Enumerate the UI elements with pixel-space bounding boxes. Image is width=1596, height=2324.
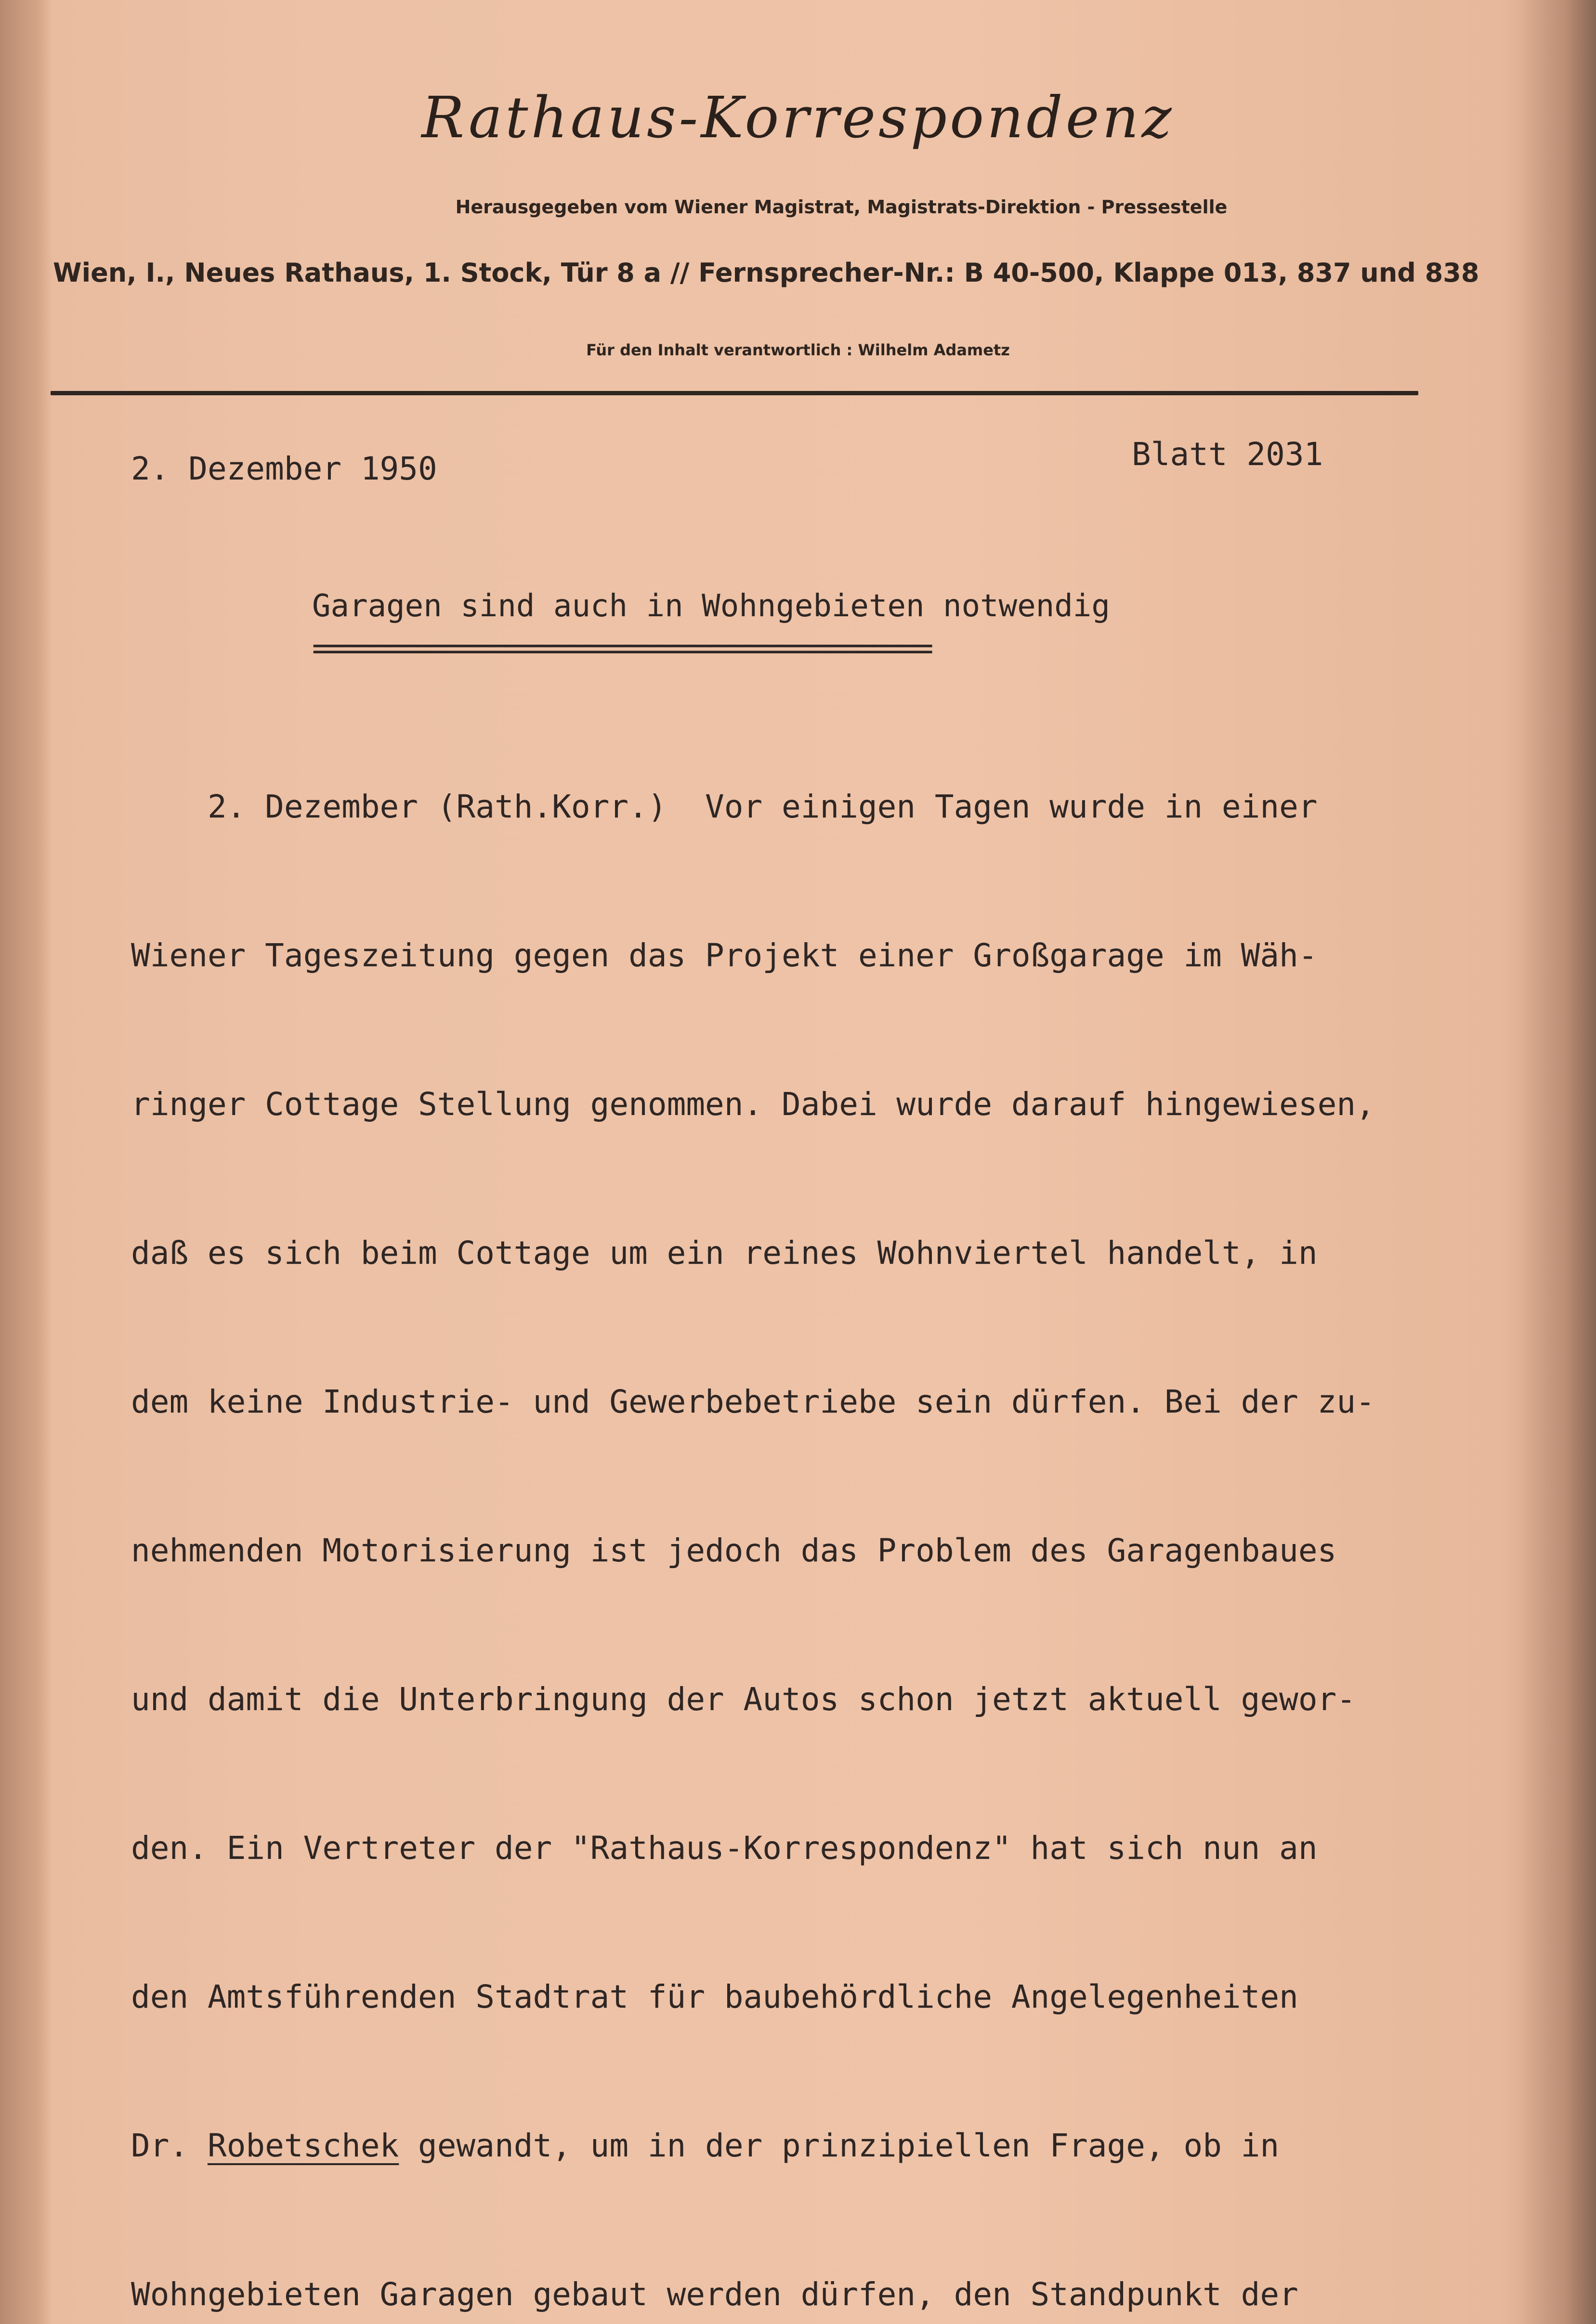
text-line: daß es sich beim Cottage um ein reines Wohnviertel handelt, in	[131, 1234, 1318, 1272]
masthead-rule	[51, 391, 1418, 395]
headline-double-underline: ==========================================	[312, 631, 930, 666]
text-line: Wohngebieten Garagen gebaut werden dürfen, den Standpunkt der	[131, 2276, 1298, 2313]
text-line: nehmenden Motorisierung ist jedoch das Problem des Garagenbaues	[131, 1532, 1337, 1569]
text-line: dem keine Industrie- und Gewerbebetriebe sein dürfen. Bei der zu-	[131, 1383, 1375, 1420]
text-line: den. Ein Vertreter der "Rathaus-Korrespondenz" hat sich nun an	[131, 1830, 1318, 1867]
text-line: 2. Dezember (Rath.Korr.) Vor einigen Tagen wurde in einer	[131, 788, 1318, 825]
text-line	[131, 2121, 1455, 2170]
text-line: Wiener Tageszeitung gegen das Projekt einer Großgarage im Wäh-	[131, 937, 1318, 974]
masthead-publisher: Herausgegeben vom Wiener Magistrat, Magistrats-Direktion - Pressestelle	[455, 196, 1228, 218]
text-line: den Amtsführenden Stadtrat für baubehördliche Angelegenheiten	[131, 1978, 1298, 2015]
text-line: ringer Cottage Stellung genommen. Dabei wurde darauf hingewiesen,	[131, 1086, 1375, 1123]
underlined-name: Robetschek	[207, 2127, 399, 2164]
text-line: und damit die Unterbringung der Autos schon jetzt aktuell gewor-	[131, 1681, 1356, 1718]
document-date: 2. Dezember 1950	[131, 450, 437, 487]
article-body	[131, 683, 1455, 2324]
article-headline: Garagen sind auch in Wohngebieten notwendig	[312, 588, 1110, 624]
text-fragment: gewandt, um in der prinzipiellen Frage, ob in	[399, 2127, 1280, 2164]
masthead-address: Wien, I., Neues Rathaus, 1. Stock, Tür 8 a // Fernsprecher-Nr.: B 40-500, Klappe 013, 837 und 838	[53, 258, 1479, 288]
masthead-responsible: Für den Inhalt verantwortlich : Wilhelm Adametz	[586, 341, 1010, 359]
masthead-title: Rathaus-Korrespondenz	[421, 84, 1175, 151]
sheet-number: Blatt 2031	[1132, 436, 1323, 473]
text-fragment: Dr.	[131, 2127, 208, 2164]
